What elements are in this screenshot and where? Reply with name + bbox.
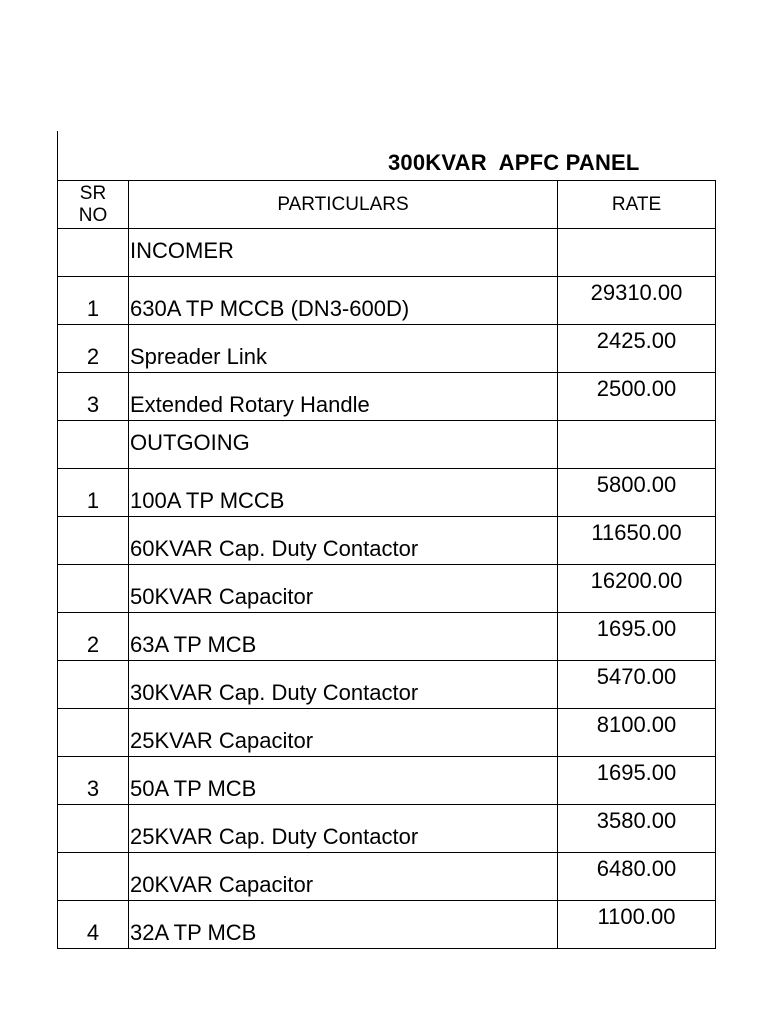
table-row xyxy=(58,853,716,901)
table-row xyxy=(58,661,716,709)
particulars-cell: 30KVAR Cap. Duty Contactor xyxy=(129,661,558,709)
rate-cell: 2425.00 xyxy=(558,325,716,373)
table-row xyxy=(58,373,716,421)
sr-no-cell: 3 xyxy=(58,757,129,805)
rate-cell: 5800.00 xyxy=(558,469,716,517)
sr-no-cell: 2 xyxy=(58,325,129,373)
rate-cell: 6480.00 xyxy=(558,853,716,901)
particulars-cell: 25KVAR Capacitor xyxy=(129,709,558,757)
rate-cell: 5470.00 xyxy=(558,661,716,709)
table-row xyxy=(58,709,716,757)
table-body xyxy=(58,229,716,949)
sr-no-cell xyxy=(58,421,129,469)
header-sr-no: SR NO xyxy=(58,181,129,229)
rate-cell: 11650.00 xyxy=(558,517,716,565)
rate-cell: 1695.00 xyxy=(558,757,716,805)
sr-no-cell xyxy=(58,565,129,613)
table-row xyxy=(58,901,716,949)
section-row xyxy=(58,229,716,277)
particulars-cell: Spreader Link xyxy=(129,325,558,373)
rate-cell: 8100.00 xyxy=(558,709,716,757)
particulars-cell: 20KVAR Capacitor xyxy=(129,853,558,901)
sr-no-cell xyxy=(58,661,129,709)
particulars-cell: 630A TP MCCB (DN3-600D) xyxy=(129,277,558,325)
particulars-cell: 63A TP MCB xyxy=(129,613,558,661)
table-row xyxy=(58,469,716,517)
table-row xyxy=(58,805,716,853)
rate-cell: 16200.00 xyxy=(558,565,716,613)
section-row xyxy=(58,421,716,469)
header-rate: RATE xyxy=(558,181,716,229)
particulars-cell: 50KVAR Capacitor xyxy=(129,565,558,613)
rate-cell: 3580.00 xyxy=(558,805,716,853)
table-header-row xyxy=(58,181,716,229)
sr-no-cell: 2 xyxy=(58,613,129,661)
left-border-line xyxy=(57,131,58,180)
rate-cell xyxy=(558,229,716,277)
section-heading-cell: OUTGOING xyxy=(129,421,558,469)
table-row xyxy=(58,517,716,565)
table-row xyxy=(58,613,716,661)
sr-no-cell xyxy=(58,805,129,853)
rate-cell: 2500.00 xyxy=(558,373,716,421)
section-heading-cell: INCOMER xyxy=(129,229,558,277)
particulars-cell: Extended Rotary Handle xyxy=(129,373,558,421)
header-particulars: PARTICULARS xyxy=(129,181,558,229)
particulars-cell: 100A TP MCCB xyxy=(129,469,558,517)
table-row xyxy=(58,565,716,613)
rate-cell xyxy=(558,421,716,469)
rate-cell: 1695.00 xyxy=(558,613,716,661)
rate-cell: 29310.00 xyxy=(558,277,716,325)
sr-no-cell xyxy=(58,229,129,277)
sr-no-cell: 4 xyxy=(58,901,129,949)
sr-no-cell: 1 xyxy=(58,277,129,325)
sr-no-cell: 3 xyxy=(58,373,129,421)
page-title: 300KVAR APFC PANEL xyxy=(388,150,640,175)
rate-cell: 1100.00 xyxy=(558,901,716,949)
sr-no-cell xyxy=(58,517,129,565)
sr-no-cell xyxy=(58,853,129,901)
table-row xyxy=(58,325,716,373)
particulars-cell: 25KVAR Cap. Duty Contactor xyxy=(129,805,558,853)
table-row xyxy=(58,277,716,325)
particulars-cell: 50A TP MCB xyxy=(129,757,558,805)
sr-no-cell: 1 xyxy=(58,469,129,517)
table-row xyxy=(58,757,716,805)
rate-table xyxy=(57,180,716,949)
particulars-cell: 32A TP MCB xyxy=(129,901,558,949)
particulars-cell: 60KVAR Cap. Duty Contactor xyxy=(129,517,558,565)
sr-no-cell xyxy=(58,709,129,757)
